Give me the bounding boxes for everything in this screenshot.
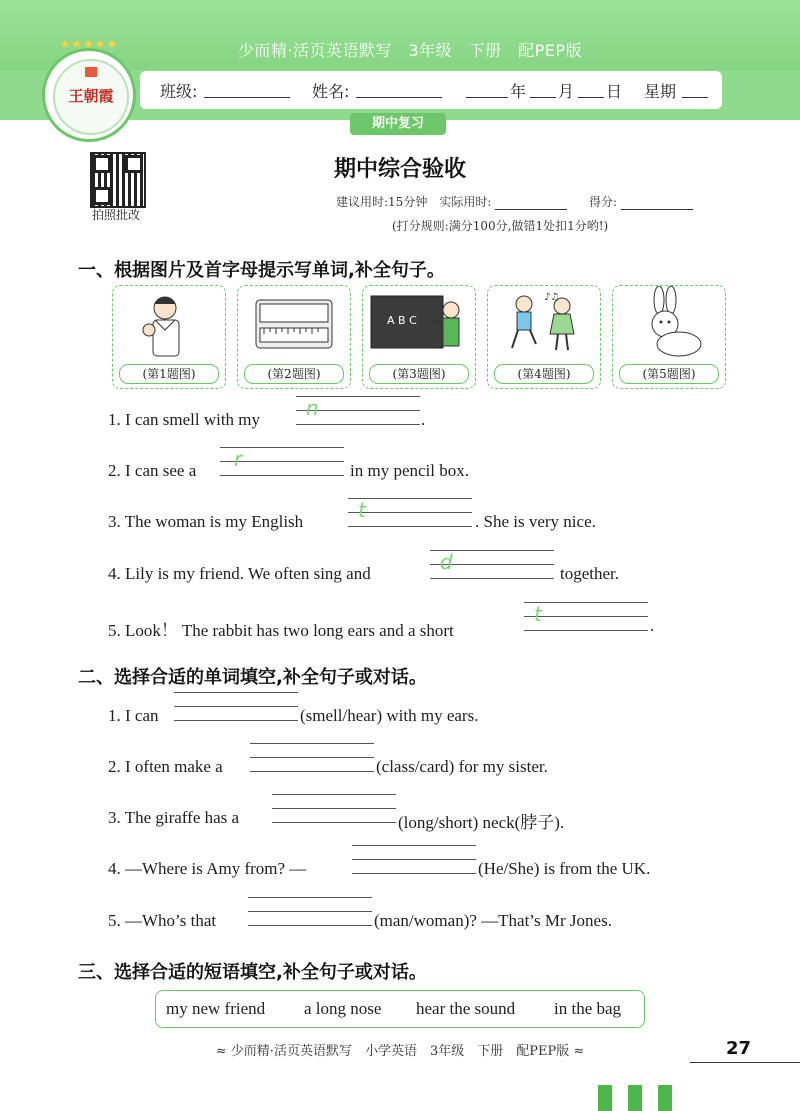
footer-divider [690, 1062, 800, 1063]
phrase-option: a long nose [304, 999, 382, 1018]
picture-4 [487, 285, 601, 389]
phrase-option: hear the sound [416, 999, 516, 1018]
month-label: 月 [558, 82, 575, 101]
letter-hint: d [440, 550, 453, 574]
phrase-option: my new friend [166, 999, 266, 1018]
score-field[interactable] [621, 193, 693, 210]
page-title: 期中综合验收 [333, 157, 466, 182]
sentence-end: (class/card) for my sister. [376, 757, 548, 776]
letter-hint: t [534, 602, 542, 626]
boy-smelling-icon [113, 286, 225, 366]
class-label: 班级: [160, 82, 198, 101]
section1-heading: 一、根据图片及首字母提示写单词,补全句子。 [78, 260, 445, 281]
decor-bar [658, 1085, 672, 1111]
week-label: 星期 [644, 82, 677, 101]
qr-corner [125, 155, 143, 173]
day-label: 日 [606, 82, 623, 101]
letter-hint: t [358, 498, 366, 522]
star-icon: ★★★★★ [59, 37, 119, 51]
sentence-end: (He/She) is from the UK. [478, 859, 651, 878]
s1-item1 [108, 410, 260, 430]
s1-item4: 4. Lily is my friend. We often sing and [108, 564, 371, 583]
answer-line[interactable] [272, 794, 396, 824]
s2-item1: 1. I can [108, 706, 159, 725]
qr-code-icon[interactable] [90, 152, 146, 208]
rabbit-icon [613, 286, 725, 366]
picture-caption: (第1题图) [119, 364, 219, 384]
sentence-end: . [421, 410, 426, 429]
phrase-option: in the bag [554, 999, 622, 1018]
children-dancing-icon [488, 286, 600, 366]
picture-caption: (第5题图) [619, 364, 719, 384]
s2-item5: 5. —Who’s that [108, 911, 217, 930]
time-label: 建议用时:15分钟 实际用时: [336, 195, 492, 209]
month-field[interactable] [530, 81, 556, 98]
actual-time-field[interactable] [495, 193, 567, 210]
time-row [336, 193, 693, 210]
teacher-blackboard-icon [363, 286, 475, 366]
s2-item4: 4. —Where is Amy from? — [108, 859, 307, 878]
decor-bar [628, 1085, 642, 1111]
s1-item3: 3. The woman is my English [108, 512, 304, 531]
phrase-bank [155, 990, 645, 1028]
picture-1 [112, 285, 226, 389]
qr-corner [93, 187, 111, 205]
answer-line[interactable] [430, 550, 554, 580]
sentence-end: together. [560, 564, 620, 583]
year-label: 年 [510, 82, 527, 101]
s1-item5: 5. Look！ The rabbit has two long ears and a short [108, 621, 454, 640]
answer-line[interactable] [348, 498, 472, 528]
name-label: 姓名: [312, 82, 350, 101]
picture-5 [612, 285, 726, 389]
qr-label: 拍照批改 [91, 208, 140, 222]
svg-text:♪♫: ♪♫ [544, 292, 560, 303]
logo-badge [53, 59, 129, 135]
house-icon [85, 67, 97, 77]
answer-line[interactable] [174, 692, 298, 722]
svg-text:A B C: A B C [387, 314, 417, 327]
answer-line[interactable] [220, 447, 344, 477]
s2-item3: 3. The giraffe has a [108, 808, 240, 827]
day-field[interactable] [578, 81, 604, 98]
letter-hint: n [306, 396, 319, 420]
sentence-end: . [650, 616, 655, 635]
sentence-end: (man/woman)? —That’s Mr Jones. [374, 911, 612, 930]
footer-text: ≈ 少而精·活页英语默写 小学英语 3年级 下册 配PEP版 ≈ [215, 1044, 585, 1059]
logo-text: 王朝霞 [68, 87, 114, 105]
sentence-end: in my pencil box. [350, 461, 469, 480]
picture-3 [362, 285, 476, 389]
answer-line[interactable] [296, 396, 420, 426]
picture-caption: (第3题图) [369, 364, 469, 384]
answer-line[interactable] [352, 845, 476, 875]
picture-caption: (第2题图) [244, 364, 344, 384]
logo [42, 37, 136, 142]
answer-line[interactable] [250, 743, 374, 773]
sentence-text: 1. I can smell with my [108, 410, 261, 429]
class-field[interactable] [204, 81, 290, 98]
sentence-end: . She is very nice. [475, 512, 596, 531]
answer-line[interactable] [524, 602, 648, 632]
week-field[interactable] [682, 81, 708, 98]
picture-caption: (第4题图) [494, 364, 594, 384]
header-title: 少而精·活页英语默写 3年级 下册 配PEP版 [237, 41, 583, 60]
decor-bar [598, 1085, 612, 1111]
section-tag: 期中复习 [350, 113, 446, 135]
sentence-end: (smell/hear) with my ears. [300, 706, 479, 725]
picture-2 [237, 285, 351, 389]
section3-heading: 三、选择合适的短语填空,补全句子或对话。 [78, 962, 427, 983]
scoring-rule: (打分规则:满分100分,做错1处扣1分哟!) [392, 219, 609, 233]
answer-line[interactable] [248, 897, 372, 927]
qr-corner [93, 155, 111, 173]
pencil-box-ruler-icon [238, 286, 350, 366]
s1-item2: 2. I can see a [108, 461, 197, 480]
letter-hint: r [234, 447, 243, 471]
score-label: 得分: [589, 195, 618, 209]
s2-item2: 2. I often make a [108, 757, 223, 776]
section2-heading: 二、选择合适的单词填空,补全句子或对话。 [78, 667, 427, 688]
name-field[interactable] [356, 81, 442, 98]
page-number: 27 [726, 1038, 752, 1059]
year-field[interactable] [466, 81, 508, 98]
sentence-end: (long/short) neck(脖子). [398, 813, 565, 832]
